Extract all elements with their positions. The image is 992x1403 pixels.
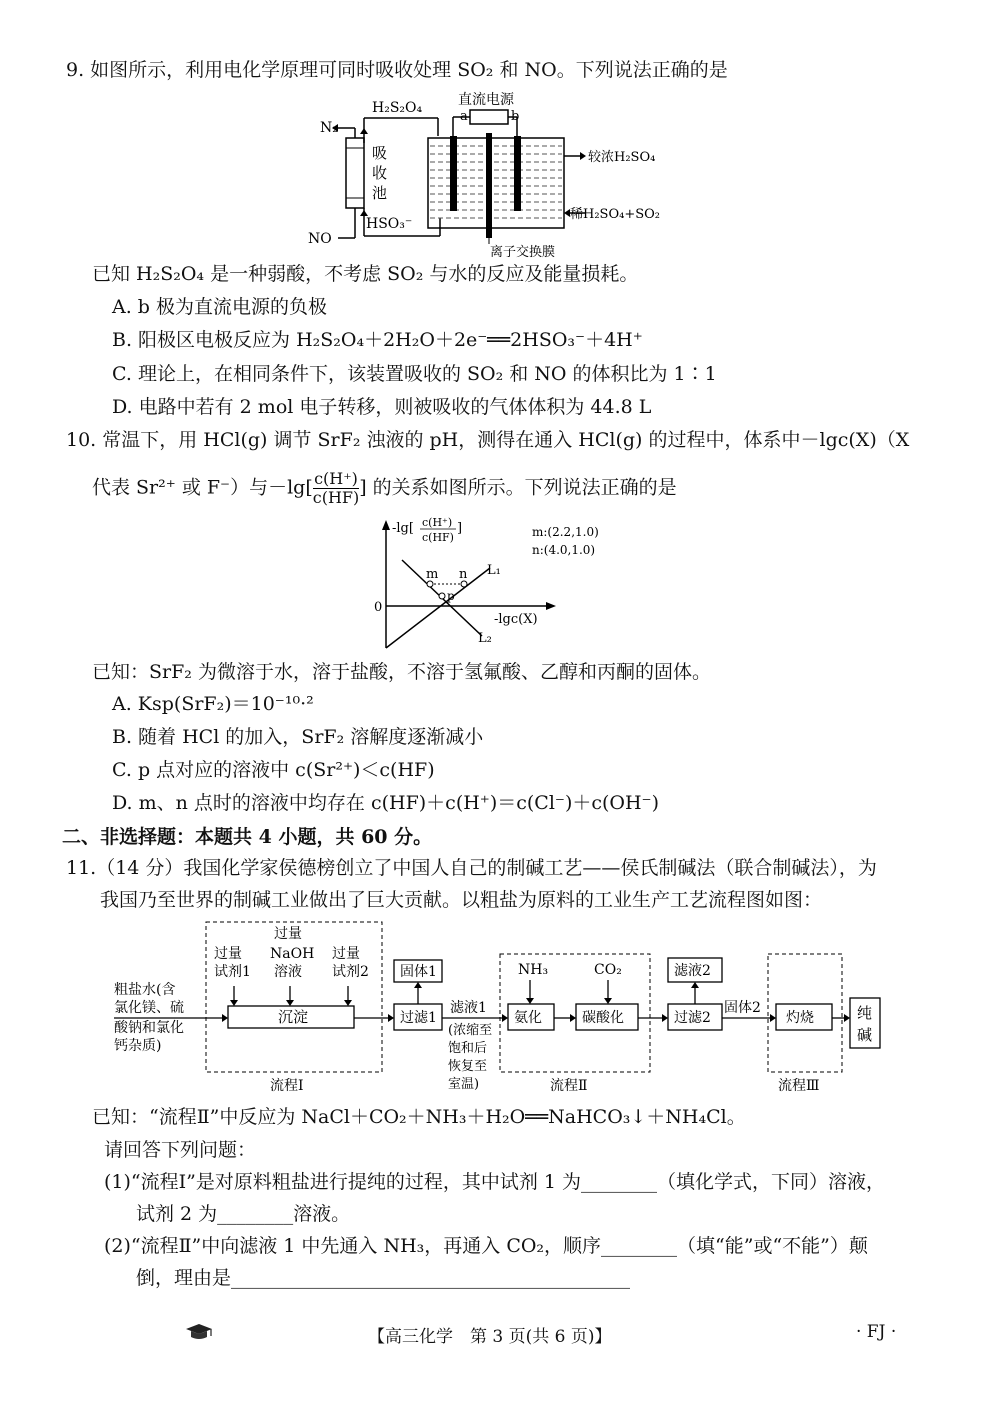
filtrate2-label: 滤液2	[674, 963, 711, 979]
q11-sub1-b: 试剂 2 为________溶液。	[136, 1203, 351, 1225]
raw-line-4: 钙杂质)	[114, 1038, 162, 1054]
h2s2o4-label: H₂S₂O₄	[372, 100, 423, 116]
q11-stem-1: 11.（14 分）我国化学家侯德榜创立了中国人自己的制碱工艺——侯氏制碱法（联合制碱法），为	[66, 857, 877, 879]
q9-option-a: A. b 极为直流电源的负极	[112, 296, 328, 318]
q10-graph	[360, 508, 640, 656]
naoh-line-1: 过量	[274, 926, 302, 942]
raw-line-1: 粗盐水(含	[114, 982, 176, 998]
q11-known: 已知：“流程Ⅱ”中反应为 NaCl＋CO₂＋NH₃＋H₂O══NaHCO₃↓＋NH₄Cl。	[92, 1106, 746, 1128]
filter1-label: 过滤1	[400, 1010, 437, 1026]
nh3-label: NH₃	[518, 962, 549, 978]
q10-option-a: A. Ksp(SrF₂)＝10⁻¹⁰·²	[112, 693, 314, 715]
graph-n-label: n	[459, 567, 468, 582]
filtrate1-label: 滤液1	[450, 1000, 487, 1016]
q10-frac-den: c(HF)	[312, 488, 360, 507]
q10-known: 已知：SrF₂ 为微溶于水，溶于盐酸，不溶于氢氟酸、乙醇和丙酮的固体。	[92, 661, 711, 683]
precipitate-label: 沉淀	[278, 1008, 309, 1026]
product-line-1: 纯	[857, 1004, 873, 1022]
pole-a-label: a	[460, 109, 468, 124]
graph-ylabel-den: c(HF)	[422, 531, 454, 544]
graph-ylabel-num: c(H⁺)	[422, 516, 453, 529]
q9-known: 已知 H₂S₂O₄ 是一种弱酸，不考虑 SO₂ 与水的反应及能量损耗。	[92, 263, 639, 285]
q9-option-b: B. 阳极区电极反应为 H₂S₂O₄＋2H₂O＋2e⁻══2HSO₃⁻＋4H⁺	[112, 329, 643, 351]
filtrate1-note-4: 室温)	[448, 1077, 480, 1092]
q9-option-d: D. 电路中若有 2 mol 电子转移，则被吸收的气体体积为 44.8 L	[112, 396, 652, 418]
reagent1-line-1: 过量	[214, 946, 242, 962]
naoh-line-2: NaOH	[270, 946, 315, 962]
graph-ylabel-b: ]	[457, 521, 463, 536]
process-1-box	[206, 922, 382, 1072]
tank-char-1: 吸	[372, 144, 388, 162]
raw-line-2: 氯化镁、硫	[114, 1000, 184, 1016]
naoh-line-3: 溶液	[274, 964, 302, 980]
reagent2-line-2: 试剂2	[332, 964, 369, 980]
q10-option-c: C. p 点对应的溶液中 c(Sr²⁺)＜c(HF)	[112, 759, 435, 781]
reagent1-line-2: 试剂1	[214, 964, 251, 980]
q10-stem-2	[92, 470, 677, 507]
no-label: NO	[308, 231, 332, 247]
electrode-right	[514, 136, 521, 211]
q9-stem: 9. 如图所示，利用电化学原理可同时吸收处理 SO₂ 和 NO。下列说法正确的是	[66, 59, 728, 81]
graph-origin: 0	[374, 600, 383, 615]
ammoniation-label: 氨化	[514, 1010, 542, 1026]
hso3-label: HSO₃⁻	[366, 216, 413, 232]
q9-option-c: C. 理论上，在相同条件下，该装置吸收的 SO₂ 和 NO 的体积比为 1∶1	[112, 363, 717, 385]
graph-p-label: p	[447, 589, 455, 603]
product-line-2: 碱	[857, 1026, 873, 1044]
graph-xlabel: -lgc(X)	[494, 612, 538, 627]
graph-L1-label: L₁	[487, 563, 501, 578]
q10-stem-1: 10. 常温下，用 HCl(g) 调节 SrF₂ 浊液的 pH，测得在通入 HCl(g) 的过程中，体系中－lgc(X)（X	[66, 429, 910, 451]
section-2-heading: 二、非选择题：本题共 4 小题，共 60 分。	[62, 826, 433, 848]
graph-n-coord: n:(4.0,1.0)	[532, 543, 596, 557]
reagent2-line-1: 过量	[332, 946, 360, 962]
q11-stem-2: 我国乃至世界的制碱工业做出了巨大贡献。以粗盐为原料的工业生产工艺流程图如图：	[100, 889, 823, 911]
graph-m-label: m	[426, 567, 439, 582]
footer-region-code: · FJ ·	[856, 1322, 897, 1342]
q11-sub1-a: (1)“流程Ⅰ”是对原料粗盐进行提纯的过程，其中试剂 1 为________（填化学式，下同）溶液，	[104, 1171, 886, 1193]
q10-frac-num: c(H⁺)	[314, 469, 358, 488]
n2-label: N₂	[320, 120, 338, 136]
solid1-label: 固体1	[400, 964, 437, 980]
tank-char-3: 池	[372, 184, 388, 202]
process-1-label: 流程Ⅰ	[270, 1078, 304, 1094]
inlet-label: 稀H₂SO₄+SO₂	[570, 207, 660, 222]
ion-exchange-membrane	[486, 133, 492, 238]
q10-option-d: D. m、n 点时的溶液中均存在 c(HF)＋c(H⁺)＝c(Cl⁻)＋c(OH⁻)	[112, 792, 660, 814]
calcine-label: 灼烧	[786, 1010, 814, 1026]
q11-sub2-b: 倒，理由是__________________________________________	[136, 1267, 631, 1289]
power-label: 直流电源	[458, 92, 514, 108]
point-p	[439, 593, 445, 599]
membrane-label: 离子交换膜	[490, 245, 556, 260]
q11-ask: 请回答下列问题：	[104, 1139, 257, 1161]
graduation-cap-icon	[184, 1322, 214, 1342]
electrochem-diagram	[300, 88, 720, 260]
footer-page-info: 【高三化学 第 3 页(共 6 页)】	[368, 1327, 612, 1347]
solid2-label: 固体2	[724, 1000, 761, 1016]
tank-char-2: 收	[372, 164, 388, 182]
graph-L2-label: L₂	[478, 631, 492, 646]
filtrate1-note-1: (浓缩至	[448, 1023, 493, 1038]
raw-line-3: 酸钠和氯化	[114, 1020, 184, 1036]
q10-stem-2b: ] 的关系如图所示。下列说法正确的是	[359, 476, 677, 499]
process-flowchart	[110, 918, 890, 1098]
q11-sub2-a: (2)“流程Ⅱ”中向滤液 1 中先通入 NH₃，再通入 CO₂，顺序________（填“能”或“不能”）颠	[104, 1235, 868, 1257]
filtrate1-note-2: 饱和后	[448, 1041, 488, 1056]
graph-m-coord: m:(2.2,1.0)	[532, 525, 599, 539]
filtrate1-note-3: 恢复至	[448, 1059, 488, 1074]
pole-b-label: b	[511, 109, 520, 124]
q10-stem-2a: 代表 Sr²⁺ 或 F⁻）与－lg[	[92, 476, 313, 499]
carbonation-label: 碳酸化	[582, 1010, 624, 1026]
dc-power-supply	[470, 110, 508, 124]
electrolytic-cell	[428, 138, 564, 228]
graph-ylabel-a: -lg[	[392, 521, 414, 536]
filter2-label: 过滤2	[674, 1010, 711, 1026]
co2-label: CO₂	[594, 962, 622, 978]
outlet-label: 较浓H₂SO₄	[588, 150, 656, 165]
q10-option-b: B. 随着 HCl 的加入，SrF₂ 溶解度逐渐减小	[112, 726, 484, 748]
process-2-label: 流程Ⅱ	[550, 1078, 588, 1094]
process-3-label: 流程Ⅲ	[778, 1078, 820, 1094]
electrode-left	[450, 136, 457, 211]
